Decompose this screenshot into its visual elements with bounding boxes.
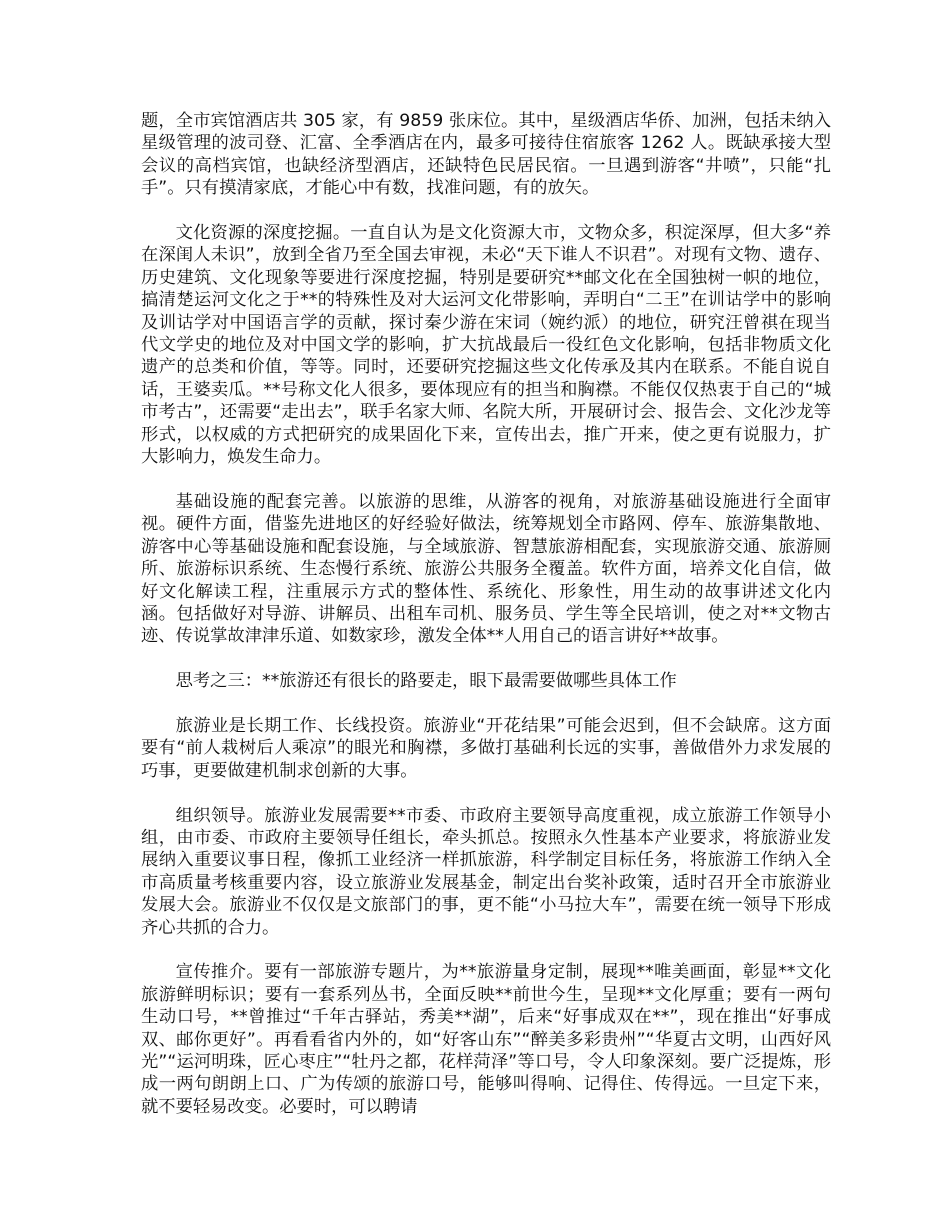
paragraph-promotion: 宣传推介。要有一部旅游专题片，为**旅游量身定制，展现**唯美画面，彰显**文化旅游鲜明标识；要有一套系列丛书，全面反映**前世今生，呈现**文化厚重；要有一两句生动口号，**曾推过“千年古驿站，秀美**湖”，后来“好事成双在**”，现在推出“好事成双、邮你更好”。再看看省内外的，如“好客山东”“醉美多彩贵州”“华夏古文明，山西好风光”“运河明珠，匠心枣庄”“牡丹之都，花样菏泽”等口号，令人印象深刻。要广泛提炼，形成一两句朗朗上口、广为传颂的旅游口号，能够叫得响、记得住、传得远。一旦定下来，就不要轻易改变。必要时，可以聘请 xyxy=(141,962,831,1117)
section-heading-thought-three: 思考之三：**旅游还有很长的路要走，眼下最需要做哪些具体工作 xyxy=(175,671,677,692)
paragraph-infrastructure: 基础设施的配套完善。以旅游的思维，从游客的视角，对旅游基础设施进行全面审视。硬件方面，借鉴先进地区的好经验好做法，统筹规划全市路网、停车、旅游集散地、游客中心等基础设施和配套设施，与全域旅游、智慧旅游相配套，实现旅游交通、旅游厕所、旅游标识系统、生态慢行系统、旅游公共服务全覆盖。软件方面，培养文化自信，做好文化解读工程，注重展示方式的整体性、系统化、形象性，用生动的故事讲述文化内涵。包括做好对导游、讲解员、出租车司机、服务员、学生等全民培训，使之对**文物古迹、传说掌故津津乐道、如数家珍，激发全体**人用自己的语言讲好**故事。 xyxy=(141,491,831,647)
paragraph-hotel-capacity: 题，全市宾馆酒店共 305 家，有 9859 张床位。其中，星级酒店华侨、加洲，包括未纳入星级管理的波司登、汇富、全季酒店在内，最多可接待住宿旅客 1262 人。既缺承接大型会议的高档宾馆，也缺经济型酒店，还缺特色民居民宿。一旦遇到游客“井喷”，只能“扎手”。只有摸清家底，才能心中有数，找准问题，有的放矢。 xyxy=(141,111,831,199)
paragraph-long-term-investment: 旅游业是长期工作、长线投资。旅游业“开花结果”可能会迟到，但不会缺席。这方面要有“前人栽树后人乘凉”的眼光和胸襟，多做打基础利长远的实事，善做借外力求发展的巧事，更要做建机制求创新的大事。 xyxy=(141,715,831,781)
paragraph-organizational-leadership: 组织领导。旅游业发展需要**市委、市政府主要领导高度重视，成立旅游工作领导小组，由市委、市政府主要领导任组长，牵头抓总。按照永久性基本产业要求，将旅游业发展纳入重要议事日程，像抓工业经济一样抓旅游，科学制定目标任务，将旅游工作纳入全市高质量考核重要内容，设立旅游业发展基金，制定出台奖补政策，适时召开全市旅游业发展大会。旅游业不仅仅是文旅部门的事，更不能“小马拉大车”，需要在统一领导下形成齐心共抓的合力。 xyxy=(141,805,831,938)
document-body xyxy=(141,110,831,1141)
paragraph-cultural-resources: 文化资源的深度挖掘。一直自认为是文化资源大市，文物众多，积淀深厚，但大多“养在深闺人未识”，放到全省乃至全国去审视，未必“天下谁人不识君”。对现有文物、遗存、历史建筑、文化现象等要进行深度挖掘，特别是要研究**邮文化在全国独树一帜的地位，搞清楚运河文化之于**的特殊性及对大运河文化带影响，弄明白“二王”在训诂学中的影响及训诂学对中国语言学的贡献，探讨秦少游在宋词（婉约派）的地位，研究汪曾祺在现当代文学史的地位及对中国文学的影响，扩大抗战最后一役红色文化影响，包括非物质文化遗产的总类和价值，等等。同时，还要研究挖掘这些文化传承及其内在联系。不能自说自话，王婆卖瓜。**号称文化人很多，要体现应有的担当和胸襟。不能仅仅热衷于自己的“城市考古”，还需要“走出去”，联手名家大师、名院大所，开展研讨会、报告会、文化沙龙等形式，以权威的方式把研究的成果固化下来，宣传出去，推广开来，使之更有说服力，扩大影响力，焕发生命力。 xyxy=(141,223,831,468)
